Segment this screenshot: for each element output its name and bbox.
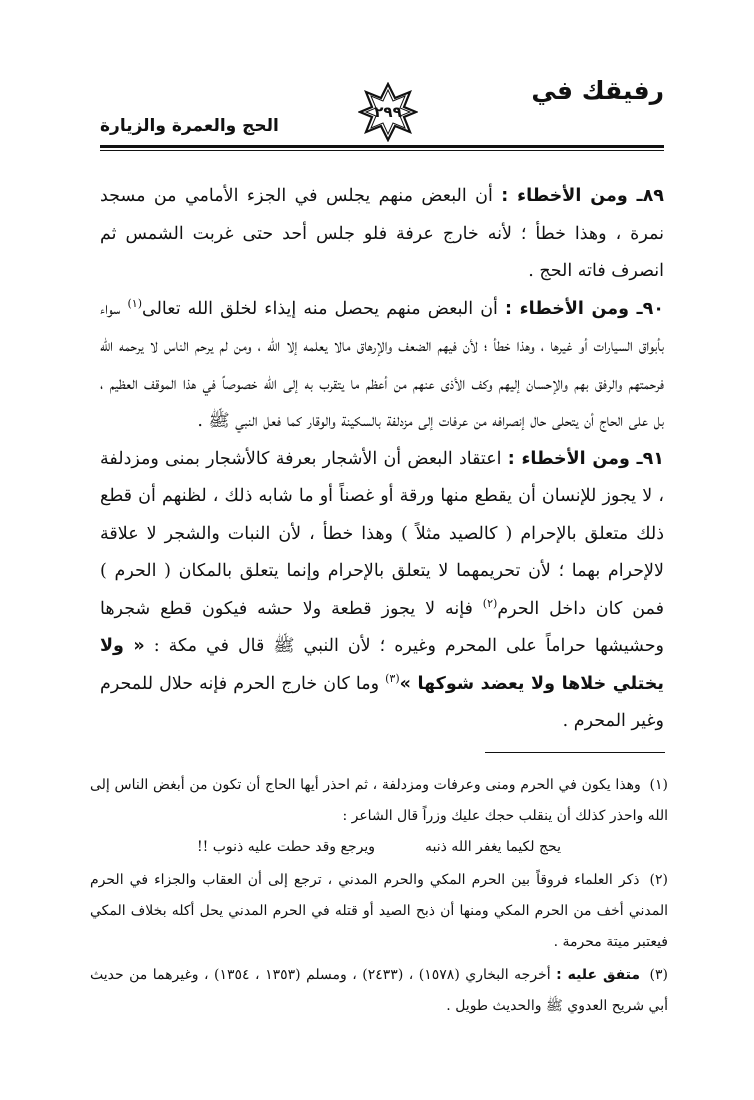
footnote-text: ذكر العلماء فروقاً بين الحرم المكي والحرم المدني ، ترجع إلى أن العقاب والجزاء في الحرم المدني أخف من الحرم المكي ومنها أن ذبح الصيد أو قتله في الحرم المدني يحل أكله بخلاف المكي فيعتبر ميتة محرمة . <box>90 872 668 950</box>
item-text: سواء بأبواق السيارات أو غيرها ، وهذا خطأ ؛ لأن فيهم الضعف والإرهاق مالا يعلمه إلا الله ، ومن لم يرحم الناس لا يرحمه الله فرحمتهم والرفق بهم والإحسان إليهم وكف الأذى عنهم من أعظم ما يتقرب به إلى الله خصوصاً في هذا الموقف العظيم ، بل على الحاج أن يتحلى حال إنصرافه من عرفات إلى مزدلفة بالسكينة والوقار كما فعل النبي ﷺ . <box>100 298 664 431</box>
item-text: أن البعض منهم يحصل منه إيذاء لخلق الله تعالى <box>142 298 506 319</box>
book-title: رفيقك في <box>531 76 664 105</box>
footnote-1 <box>90 770 668 863</box>
item-text: أن البعض منهم يجلس في الجزء الأمامي من مسجد نمرة ، وهذا خطأ ؛ لأنه خارج عرفة فلو جلس أحد حتى غربت الشمس ثم انصرف فاته الحج . <box>100 186 664 281</box>
footnote-text: وهذا يكون في الحرم ومنى وعرفات ومزدلفة ، ثم احذر أيها الحاج أن تكون من أبغض الناس إلى الله واحذر كذلك أن ينقلب حجك عليك وزراً قال الشاعر : <box>90 777 668 824</box>
item-lead: ٩٠ـ ومن الأخطاء : <box>505 298 664 319</box>
header-rule <box>100 145 664 148</box>
footnote-divider <box>485 752 665 753</box>
footnote-3 <box>90 960 668 1022</box>
item-text: اعتقاد البعض أن الأشجار بعرفة كالأشجار بمنى ومزدلفة ، لا يجوز للإنسان أن يقطع منها ورقة أو غصناً أو ما شابه ذلك ، لظنهم أن قطع ذلك متعلق بالإحرام ( كالصيد مثلاً ) وهذا خطأ ، لأن النبات والشجر لا علاقة لالإحرام بهما ؛ لأن تحريمهما لا يتعلق بالإحرام وإنما يتعلق بالمكان ( الحرم ) فمن كان داخل الحرم <box>100 448 665 619</box>
footnote-number: (٣) <box>649 967 669 983</box>
footnote-number: (٢) <box>649 872 668 888</box>
item-lead: ٨٩ـ ومن الأخطاء : <box>501 186 664 206</box>
verse-second-half: ويرجع وقد حطت عليه ذنوب !! <box>197 839 375 855</box>
footnote-ref-2[interactable]: (٢) <box>482 596 498 610</box>
item-text: وما كان خارج الحرم فإنه حلال للمحرم وغير المحرم . <box>100 673 664 731</box>
book-subtitle: الحج والعمرة والزيارة <box>100 116 279 136</box>
footnote-lead: متفق عليه : <box>556 967 641 983</box>
item-text: فإنه لا يجوز قطعة ولا حشه فيكون قطع شجرها وحشيشها حراماً على المحرم وغيره ؛ لأن النبي ﷺ قال في مكة : <box>100 598 664 656</box>
page-number-badge <box>358 82 418 142</box>
footnote-text: أخرجه البخاري (١٥٧٨) ، (٢٤٣٣) ، ومسلم (١٣٥٣ ، ١٣٥٤) ، وغيرهما من حديث أبي شريح العدوي ﷺ والحديث طويل . <box>90 967 668 1014</box>
item-lead: ٩١ـ ومن الأخطاء : <box>507 448 664 469</box>
verse-first-half: يحج لكيما يغفر الله ذنبه <box>425 839 561 855</box>
header-rule-thin <box>100 150 664 151</box>
page-number: ٢٩٩ <box>374 103 402 121</box>
poem-verse <box>90 832 668 863</box>
footnote-number: (١) <box>649 777 669 793</box>
paragraph-89 <box>100 178 664 291</box>
footnote-ref-1[interactable]: (١) <box>127 296 142 310</box>
hadith-quote: « ولا يختلي خلاها ولا يعضد شوكها » <box>100 636 664 694</box>
page-header <box>100 66 664 146</box>
footnote-2 <box>90 865 668 958</box>
footnotes <box>90 770 668 1024</box>
paragraph-90 <box>100 291 664 441</box>
paragraph-91 <box>100 441 664 741</box>
main-text <box>100 178 664 741</box>
footnote-ref-3[interactable]: (٣) <box>385 671 400 685</box>
